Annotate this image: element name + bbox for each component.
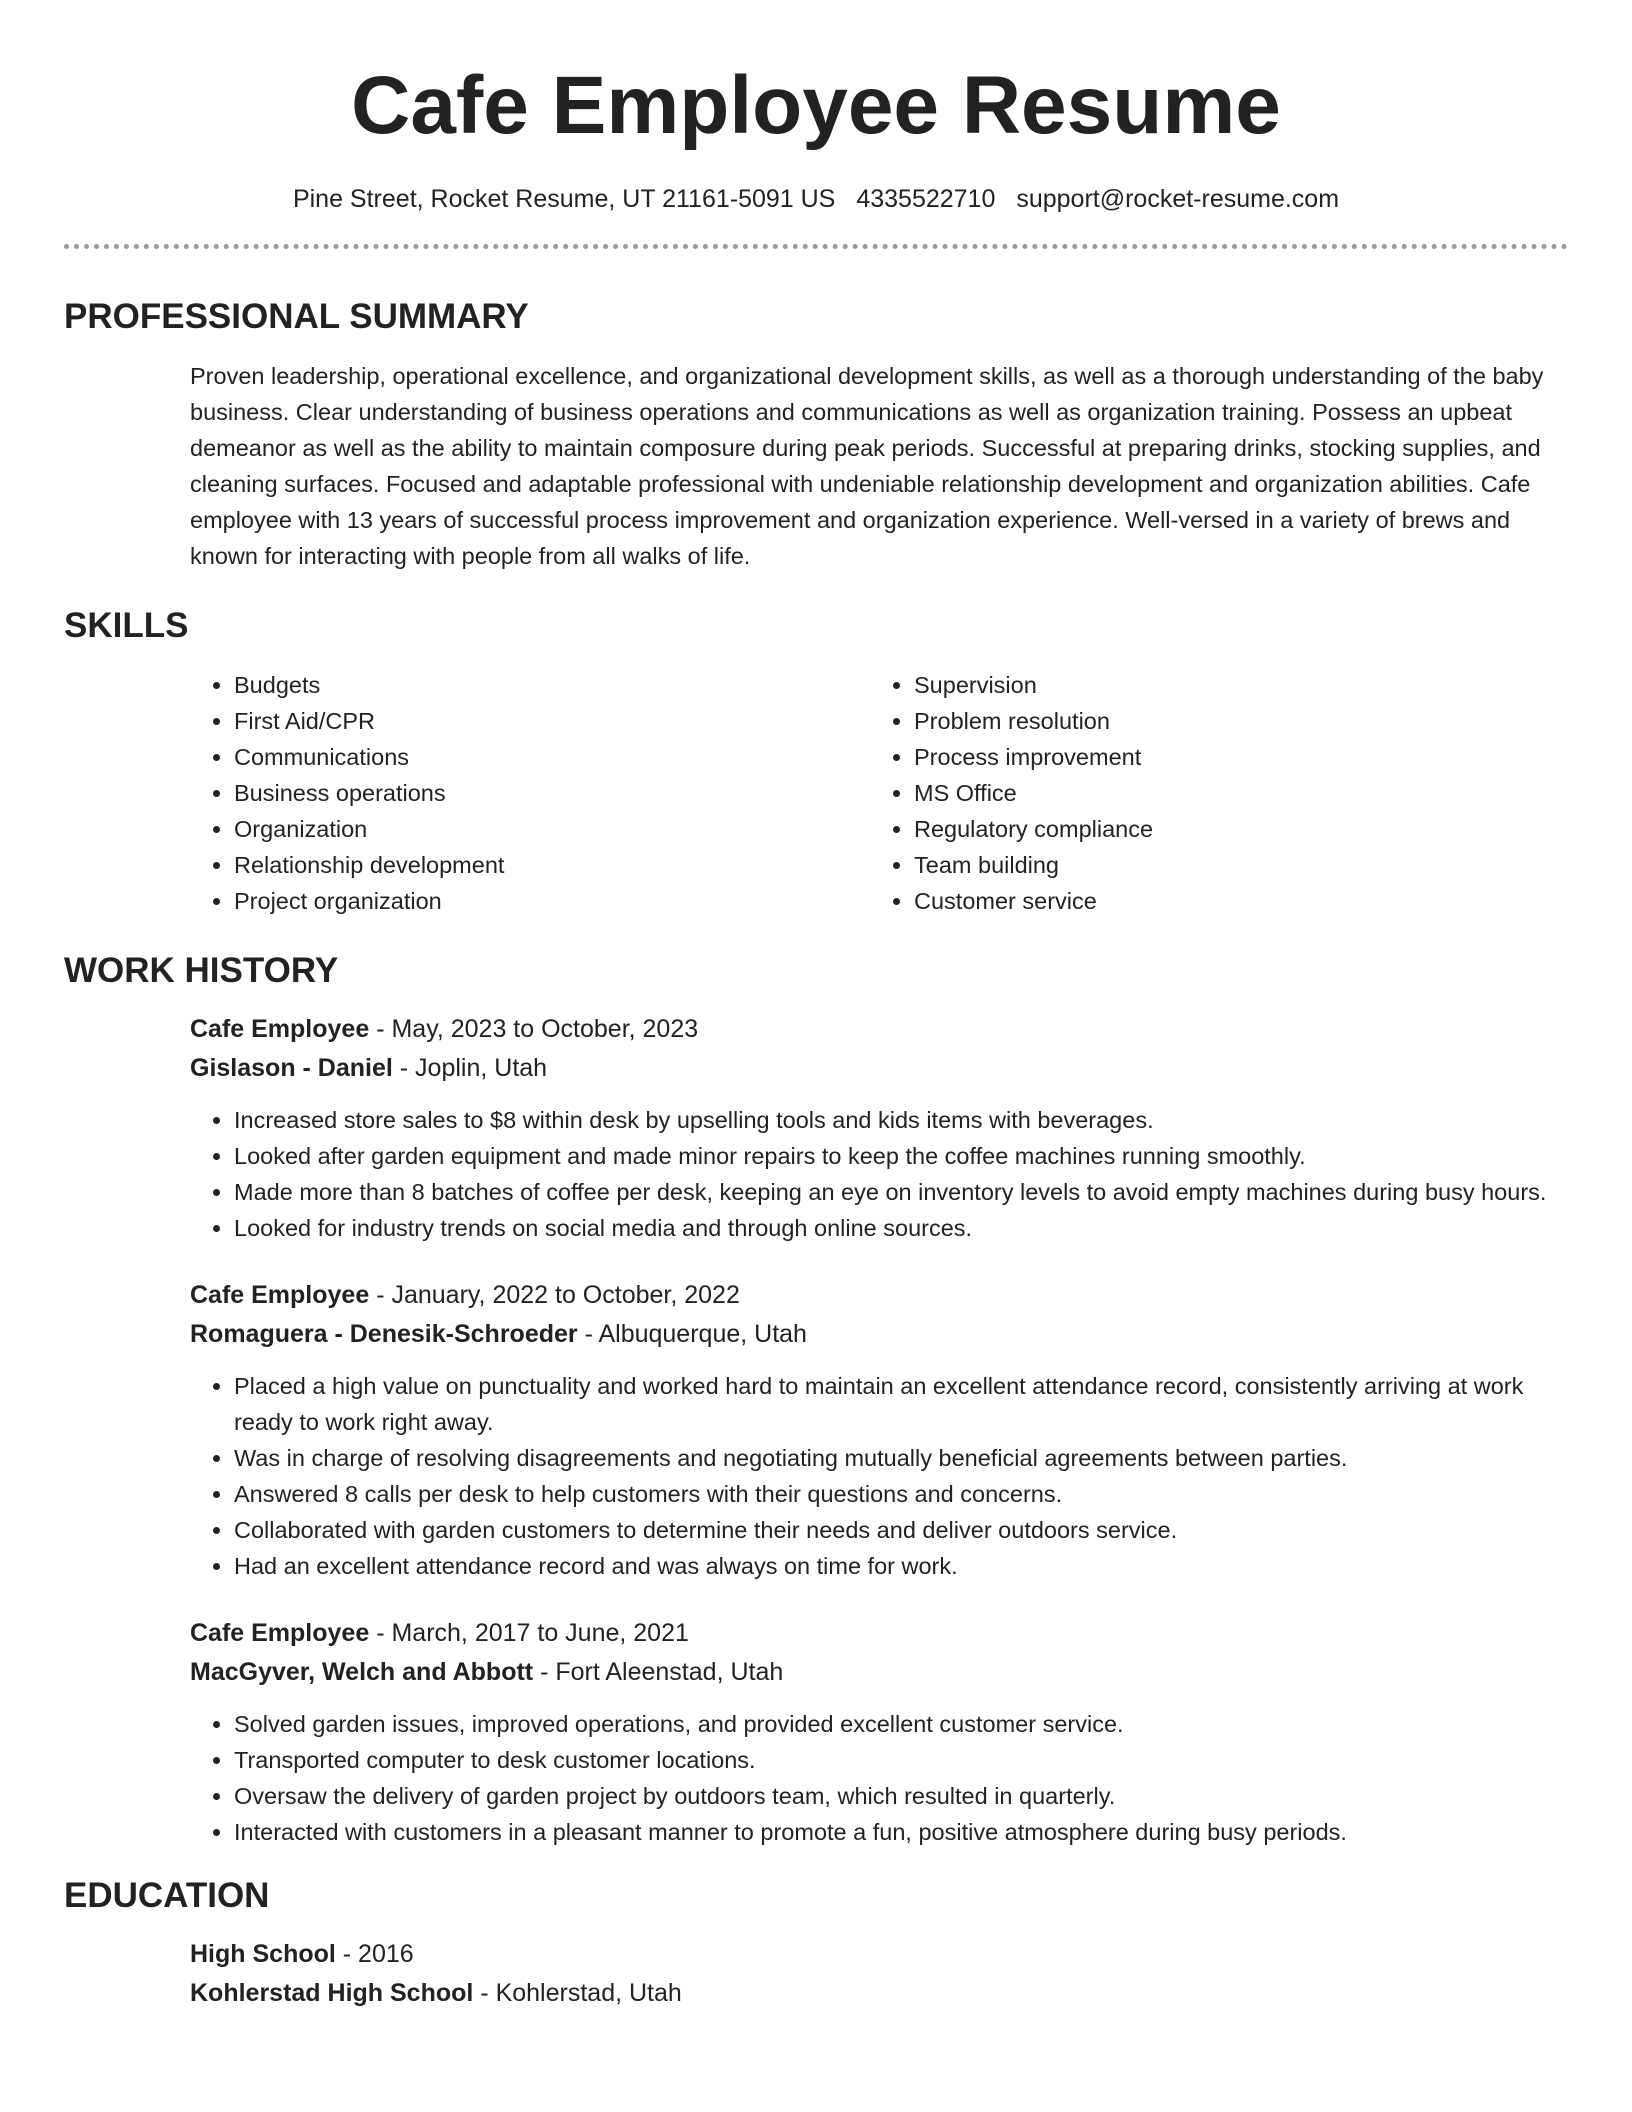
job-dates: - January, 2022 to October, 2022 [369, 1281, 740, 1309]
job-title-line [190, 1614, 1568, 1653]
job-company-line [190, 1653, 1568, 1692]
skill-item: • MS Office [914, 775, 1550, 811]
skill-item: • Project organization [234, 883, 870, 919]
skill-item: • Business operations [234, 775, 870, 811]
skills-section [64, 604, 1568, 919]
skill-item: • Supervision [914, 667, 1550, 703]
job-bullet: • Answered 8 calls per desk to help customers with their questions and concerns. [234, 1476, 1568, 1512]
job-bullet: • Oversaw the delivery of garden project by outdoors team, which resulted in quarterly. [234, 1778, 1568, 1814]
skills-column-left [190, 667, 870, 919]
job-bullet: • Was in charge of resolving disagreements and negotiating mutually beneficial agreements between parties. [234, 1440, 1568, 1476]
skill-item: • Team building [914, 847, 1550, 883]
resume-header [64, 56, 1568, 216]
work-history-section [64, 949, 1568, 1850]
contact-address: Pine Street, Rocket Resume, UT 21161-5091 US [292, 185, 836, 213]
job-dates: - May, 2023 to October, 2023 [369, 1015, 699, 1043]
job-bullet: • Looked for industry trends on social media and through online sources. [234, 1210, 1568, 1246]
contact-phone: 4335522710 [856, 185, 996, 213]
skill-item: • First Aid/CPR [234, 703, 870, 739]
skill-item: • Regulatory compliance [914, 811, 1550, 847]
skill-item: • Problem resolution [914, 703, 1550, 739]
job-bullet: • Made more than 8 batches of coffee per desk, keeping an eye on inventory levels to avoid empty machines during busy hours. [234, 1174, 1568, 1210]
education-degree: High School [190, 1940, 336, 1968]
skill-item: • Communications [234, 739, 870, 775]
job-location: - Joplin, Utah [392, 1054, 548, 1082]
education-location: - Kohlerstad, Utah [473, 1979, 682, 2007]
job-company-line [190, 1315, 1568, 1354]
education-year: - 2016 [335, 1940, 414, 1968]
job-title-line [190, 1276, 1568, 1315]
job-bullet: • Looked after garden equipment and made minor repairs to keep the coffee machines running smoothly. [234, 1138, 1568, 1174]
summary-text: Proven leadership, operational excellence, and organizational development skills, as well as a thorough understanding of the baby business. Clear understanding of business operations and communications as well as organization training. Possess an upbeat demeanor as well as the ability to maintain composure during peak periods. Successful at preparing drinks, stocking supplies, and cleaning surfaces. Focused and adaptable professional with undeniable relationship development and organization abilities. Cafe employee with 13 years of successful process improvement and organization experience. Well-versed in a variety of brews and known for interacting with people from all walks of life. [190, 363, 1544, 569]
skill-item: • Relationship development [234, 847, 870, 883]
job-bullet: • Placed a high value on punctuality and worked hard to maintain an excellent attendance record, consistently arriving at work ready to work right away. [234, 1368, 1568, 1440]
job-role: Cafe Employee [190, 1619, 370, 1647]
skills-column-right [870, 667, 1550, 919]
education-degree-line [190, 1935, 1568, 1974]
job-bullet: • Had an excellent attendance record and was always on time for work. [234, 1548, 1568, 1584]
contact-email: support@rocket-resume.com [1016, 185, 1340, 213]
job-entry [190, 1010, 1568, 1246]
education-school-line [190, 1974, 1568, 2013]
summary-heading: PROFESSIONAL SUMMARY [64, 297, 529, 336]
job-company: Gislason - Daniel [190, 1054, 393, 1082]
job-bullet: • Transported computer to desk customer locations. [234, 1742, 1568, 1778]
contact-line [64, 182, 1568, 216]
education-section [64, 1874, 1568, 2013]
skill-item: • Process improvement [914, 739, 1550, 775]
job-bullet: • Solved garden issues, improved operations, and provided excellent customer service. [234, 1706, 1568, 1742]
job-location: - Albuquerque, Utah [577, 1320, 807, 1348]
job-company: Romaguera - Denesik-Schroeder [190, 1320, 578, 1348]
job-dates: - March, 2017 to June, 2021 [369, 1619, 689, 1647]
work-history-heading: WORK HISTORY [64, 951, 339, 990]
job-entry [190, 1614, 1568, 1850]
skill-item: • Customer service [914, 883, 1550, 919]
job-bullet: • Increased store sales to $8 within desk by upselling tools and kids items with beverages. [234, 1102, 1568, 1138]
job-role: Cafe Employee [190, 1281, 370, 1309]
job-bullet: • Interacted with customers in a pleasant manner to promote a fun, positive atmosphere during busy periods. [234, 1814, 1568, 1850]
skills-heading: SKILLS [64, 606, 189, 645]
skill-item: • Budgets [234, 667, 870, 703]
job-title-line [190, 1010, 1568, 1049]
header-divider [64, 244, 1568, 249]
education-heading: EDUCATION [64, 1876, 270, 1915]
job-entry [190, 1276, 1568, 1584]
job-bullet: • Collaborated with garden customers to determine their needs and deliver outdoors service. [234, 1512, 1568, 1548]
education-school: Kohlerstad High School [190, 1979, 474, 2007]
job-company: MacGyver, Welch and Abbott [190, 1658, 534, 1686]
summary-section [64, 295, 1568, 574]
job-location: - Fort Aleenstad, Utah [533, 1658, 784, 1686]
job-role: Cafe Employee [190, 1015, 370, 1043]
job-company-line [190, 1049, 1568, 1088]
resume-title: Cafe Employee Resume [351, 60, 1281, 151]
skill-item: • Organization [234, 811, 870, 847]
